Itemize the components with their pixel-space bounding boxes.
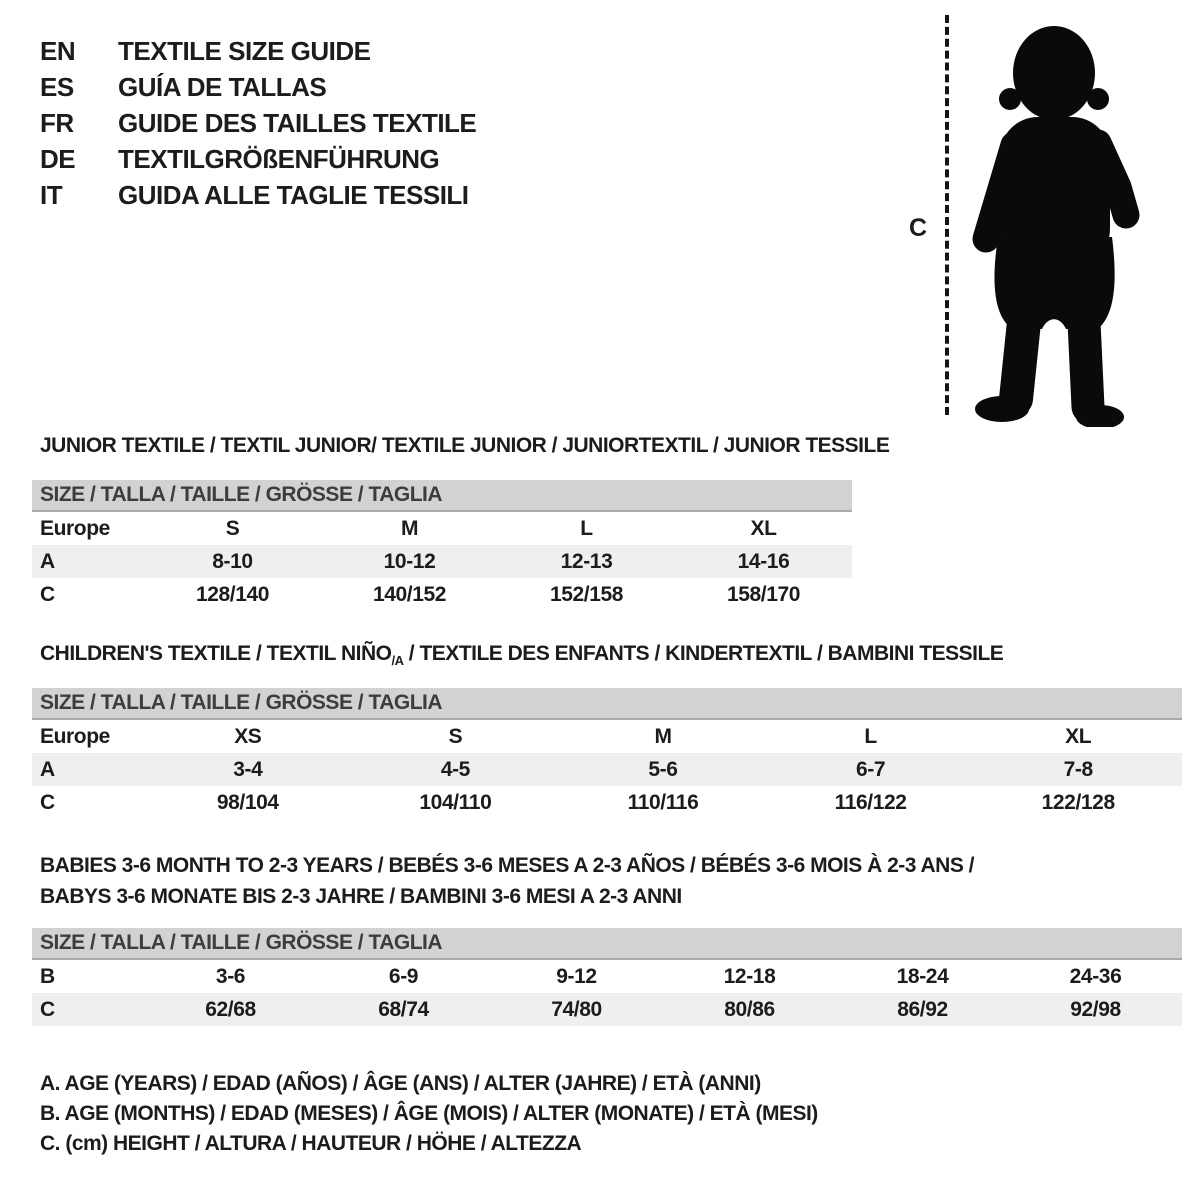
legend-line-c: C. (cm) HEIGHT / ALTURA / HAUTEUR / HÖHE / ALTEZZA xyxy=(40,1132,582,1155)
size-cell: S xyxy=(225,516,240,540)
size-cell: L xyxy=(580,516,593,540)
list-item xyxy=(40,177,476,213)
guide-title: GUIDE DES TAILLES TEXTILE xyxy=(118,107,477,138)
row-label: Europe xyxy=(40,724,110,748)
age-cell: 4-5 xyxy=(440,757,470,781)
measure-label-c: C xyxy=(909,214,928,242)
age-cell: 9-12 xyxy=(556,964,597,988)
row-label: C xyxy=(40,582,55,606)
children-title-pre: CHILDREN'S TEXTILE / TEXTIL NIÑO xyxy=(40,642,392,665)
guide-title: TEXTILGRÖßENFÜHRUNG xyxy=(118,143,440,174)
size-cell: XS xyxy=(234,724,262,748)
row-label: A xyxy=(40,757,55,781)
babies-section-title xyxy=(40,850,974,912)
age-cell: 10-12 xyxy=(383,549,436,573)
row-label: Europe xyxy=(40,516,110,540)
table-row xyxy=(32,786,1182,819)
language-code: FR xyxy=(40,107,74,138)
list-item xyxy=(40,141,476,177)
junior-size-table xyxy=(32,480,852,611)
height-cell: 122/128 xyxy=(1041,790,1115,814)
age-cell: 8-10 xyxy=(212,549,253,573)
language-code: EN xyxy=(40,35,76,66)
toddler-silhouette-icon xyxy=(960,17,1150,427)
row-label: C xyxy=(40,997,55,1021)
age-cell: 14-16 xyxy=(737,549,790,573)
list-item xyxy=(40,105,476,141)
age-cell: 3-4 xyxy=(233,757,263,781)
children-size-table xyxy=(32,688,1182,819)
table-row xyxy=(32,720,1182,753)
age-cell: 12-13 xyxy=(560,549,613,573)
height-cell: 128/140 xyxy=(195,582,270,606)
age-cell: 6-9 xyxy=(388,964,419,988)
junior-section-title: JUNIOR TEXTILE / TEXTIL JUNIOR/ TEXTILE JUNIOR / JUNIORTEXTIL / JUNIOR TESSILE xyxy=(40,434,890,457)
table-row xyxy=(32,545,852,578)
children-title-sub: /A xyxy=(391,653,404,669)
height-cell: 68/74 xyxy=(378,997,429,1021)
children-section-title xyxy=(40,642,1003,668)
table-row xyxy=(32,753,1182,786)
age-cell: 12-18 xyxy=(723,964,776,988)
age-cell: 18-24 xyxy=(896,964,949,988)
size-cell: M xyxy=(654,724,672,748)
babies-size-table xyxy=(32,928,1182,1026)
table-row xyxy=(32,960,1182,993)
height-cell: 110/116 xyxy=(627,790,699,814)
babies-title-line2: BABYS 3-6 MONATE BIS 2-3 JAHRE / BAMBINI 3-6 MESI A 2-3 ANNI xyxy=(40,885,682,908)
height-cell: 116/122 xyxy=(834,790,907,814)
table-row xyxy=(32,578,852,611)
age-cell: 6-7 xyxy=(856,757,886,781)
age-cell: 24-36 xyxy=(1069,964,1122,988)
list-item xyxy=(40,69,476,105)
height-cell: 80/86 xyxy=(724,997,775,1021)
table-row xyxy=(32,993,1182,1026)
row-label: C xyxy=(40,790,55,814)
size-header-band: SIZE / TALLA / TAILLE / GRÖSSE / TAGLIA xyxy=(32,928,1182,960)
language-code: DE xyxy=(40,143,76,174)
size-cell: XL xyxy=(1065,724,1092,748)
size-cell: M xyxy=(400,516,419,540)
height-cell: 74/80 xyxy=(551,997,602,1021)
guide-title: GUÍA DE TALLAS xyxy=(118,71,327,102)
height-cell: 140/152 xyxy=(372,582,447,606)
list-item xyxy=(40,33,476,69)
size-cell: XL xyxy=(750,516,777,540)
height-cell: 86/92 xyxy=(897,997,948,1021)
height-cell: 98/104 xyxy=(216,790,279,814)
size-header-band: SIZE / TALLA / TAILLE / GRÖSSE / TAGLIA xyxy=(32,480,852,512)
height-cell: 152/158 xyxy=(549,582,624,606)
height-cell: 104/110 xyxy=(419,790,492,814)
age-cell: 5-6 xyxy=(648,757,678,781)
babies-title-line1: BABIES 3-6 MONTH TO 2-3 YEARS / BEBÉS 3-6 MESES A 2-3 AÑOS / BÉBÉS 3-6 MOIS À 2-3 ANS / xyxy=(40,854,975,877)
size-cell: L xyxy=(864,724,877,748)
language-code: IT xyxy=(40,179,63,210)
legend-line-a: A. AGE (YEARS) / EDAD (AÑOS) / ÂGE (ANS) / ALTER (JAHRE) / ETÀ (ANNI) xyxy=(40,1072,761,1095)
dashed-height-line xyxy=(945,15,949,415)
measure-legend xyxy=(40,1072,818,1162)
height-cell: 62/68 xyxy=(205,997,256,1021)
language-code: ES xyxy=(40,71,74,102)
height-cell: 92/98 xyxy=(1070,997,1121,1021)
guide-title: GUIDA ALLE TAGLIE TESSILI xyxy=(118,179,469,210)
age-cell: 3-6 xyxy=(215,964,246,988)
height-cell: 158/170 xyxy=(726,582,801,606)
size-header-band: SIZE / TALLA / TAILLE / GRÖSSE / TAGLIA xyxy=(32,688,1182,720)
language-title-list xyxy=(40,33,476,213)
legend-line-b: B. AGE (MONTHS) / EDAD (MESES) / ÂGE (MOIS) / ALTER (MONATE) / ETÀ (MESI) xyxy=(40,1102,818,1125)
children-title-post: / TEXTILE DES ENFANTS / KINDERTEXTIL / BAMBINI TESSILE xyxy=(403,642,1004,665)
row-label: A xyxy=(40,549,55,573)
size-cell: S xyxy=(448,724,463,748)
table-row xyxy=(32,512,852,545)
row-label: B xyxy=(40,964,55,988)
height-measure-figure xyxy=(905,12,1175,432)
guide-title: TEXTILE SIZE GUIDE xyxy=(118,35,371,66)
age-cell: 7-8 xyxy=(1063,757,1093,781)
